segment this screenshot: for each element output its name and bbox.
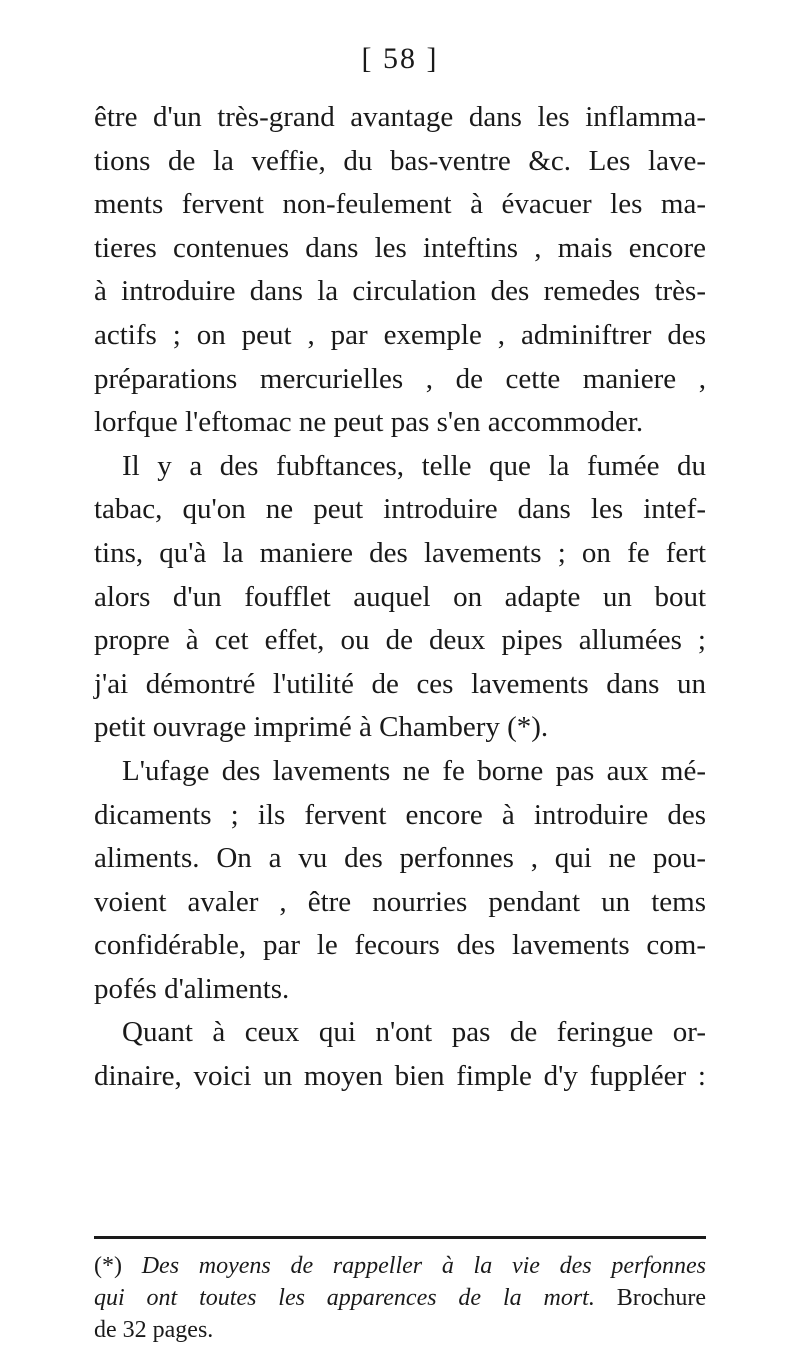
text-line: confidérable, par le fecours des lavements com- [94, 929, 706, 962]
footnote [94, 1250, 706, 1346]
text-line: lorfque l'eftomac ne peut pas s'en accommoder. [94, 406, 644, 439]
text-line: tieres contenues dans les inteftins , mais encore [94, 231, 706, 264]
text-line: tions de la veffie, du bas-ventre &c. Les lave- [94, 144, 706, 177]
text-line: propre à cet effet, ou de deux pipes allumées ; [94, 624, 706, 657]
footnote-title-cont: qui ont toutes les apparences de la mort. [94, 1285, 595, 1311]
text-line: L'ufage des lavements ne fe borne pas aux mé- [122, 754, 706, 787]
text-line: petit ouvrage imprimé à Chambery (*). [94, 711, 549, 744]
body-text [94, 96, 706, 1099]
text-line: tabac, qu'on ne peut introduire dans les intef- [94, 493, 706, 526]
text-line: ments fervent non-feulement à évacuer les ma- [94, 188, 706, 221]
text-line: préparations mercurielles , de cette maniere , [94, 362, 706, 395]
text-line: j'ai démontré l'utilité de ces lavements dans un [94, 667, 706, 700]
footnote-line [94, 1282, 706, 1314]
text-line: pofés d'aliments. [94, 972, 290, 1005]
text-line: Quant à ceux qui n'ont pas de feringue or- [122, 1016, 706, 1049]
footnote-title: Des moyens de rappeller à la vie des perfonnes [141, 1253, 706, 1279]
text-line: actifs ; on peut , par exemple , adminiftrer des [94, 318, 706, 351]
text-line: dinaire, voici un moyen bien fimple d'y fuppléer : [94, 1060, 706, 1093]
footnote-tail: Brochure [616, 1285, 706, 1311]
footnote-line [94, 1250, 706, 1282]
text-line: alors d'un foufflet auquel on adapte un bout [94, 580, 706, 613]
footnote-divider [94, 1236, 706, 1239]
footnote-line: de 32 pages. [94, 1317, 214, 1343]
text-line: Il y a des fubftances, telle que la fumée du [122, 449, 706, 482]
page-number-header: [ 58 ] [361, 42, 439, 75]
text-line: voient avaler , être nourries pendant un tems [94, 885, 706, 918]
footnote-marker: (*) [94, 1253, 122, 1279]
text-line: tins, qu'à la maniere des lavements ; on fe fert [94, 536, 706, 569]
text-line: dicaments ; ils fervent encore à introduire des [94, 798, 706, 831]
text-line: être d'un très-grand avantage dans les inflamma- [94, 101, 706, 133]
text-line: à introduire dans la circulation des remedes très- [94, 275, 706, 308]
text-line: aliments. On a vu des perfonnes , qui ne pou- [94, 842, 706, 875]
